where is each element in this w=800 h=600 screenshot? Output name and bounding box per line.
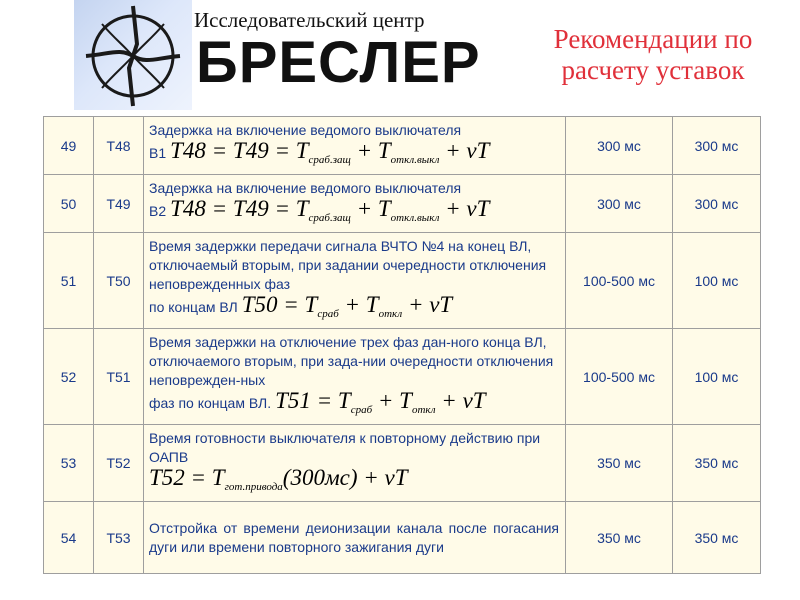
setting-code: T53 — [94, 502, 144, 574]
setting-code: T51 — [94, 329, 144, 425]
formula: $T51 = T_{сраб} + T_{откл} + \nu T$ — [275, 388, 486, 416]
description-tail: по концам ВЛ — [149, 299, 238, 315]
description-text: Время задержки на отключение трех фаз дан-ного конца ВЛ, отключаемого вторым, при зада-нии очередности отключения неповрежден-ных — [149, 334, 554, 388]
row-number: 54 — [44, 502, 94, 574]
description-text: Задержка на включение ведомого выключателя — [149, 122, 462, 138]
row-number: 53 — [44, 425, 94, 502]
setting-range: 300 мс — [566, 175, 673, 233]
description-tail: В1 — [149, 145, 167, 161]
setting-code: T48 — [94, 117, 144, 175]
setting-value: 300 мс — [673, 117, 761, 175]
setting-range: 350 мс — [566, 502, 673, 574]
description-tail: фаз по концам ВЛ. — [149, 395, 272, 411]
table-row — [44, 233, 761, 329]
table-row — [44, 175, 761, 233]
row-number: 51 — [44, 233, 94, 329]
description-text: Время готовности выключателя к повторному действию при ОАПВ — [149, 430, 541, 465]
setting-value: 100 мс — [673, 329, 761, 425]
settings-table — [43, 116, 761, 574]
description-tail: В2 — [149, 203, 167, 219]
table-row — [44, 329, 761, 425]
setting-range: 100-500 мс — [566, 329, 673, 425]
setting-description — [144, 233, 566, 329]
setting-description — [144, 117, 566, 175]
setting-description — [144, 329, 566, 425]
description-text: Время задержки передачи сигнала ВЧТО №4 на конец ВЛ, отключаемый вторым, при задании очередности отключения неповрежденных фаз — [149, 238, 547, 292]
setting-code: T50 — [94, 233, 144, 329]
setting-value: 350 мс — [673, 425, 761, 502]
row-number: 49 — [44, 117, 94, 175]
setting-description: Отстройка от времени деионизации канала после погасания дуги или времени повторного зажигания дуги — [144, 502, 566, 574]
table-row — [44, 502, 761, 574]
table-row — [44, 425, 761, 502]
organization-name: БРЕСЛЕР — [196, 30, 481, 95]
formula: $T48 = T49 = T_{сраб.защ} + T_{откл.выкл} + \nu T$ — [170, 138, 490, 166]
formula: $T48 = T49 = T_{сраб.защ} + T_{откл.выкл} + \nu T$ — [170, 196, 490, 224]
setting-range: 300 мс — [566, 117, 673, 175]
formula: $T50 = T_{сраб} + T_{откл} + \nu T$ — [241, 292, 453, 320]
setting-code: T52 — [94, 425, 144, 502]
setting-description — [144, 175, 566, 233]
setting-value: 300 мс — [673, 175, 761, 233]
setting-range: 100-500 мс — [566, 233, 673, 329]
setting-description — [144, 425, 566, 502]
formula: $T52 = T_{гот.привода}(300мс) + \nu T$ — [149, 465, 408, 493]
setting-value: 350 мс — [673, 502, 761, 574]
table-row — [44, 117, 761, 175]
row-number: 52 — [44, 329, 94, 425]
organization-subtitle: Исследовательский центр — [194, 8, 425, 32]
setting-code: T49 — [94, 175, 144, 233]
setting-range: 350 мс — [566, 425, 673, 502]
setting-value: 100 мс — [673, 233, 761, 329]
document-title: Рекомендации по расчету уставок — [553, 24, 753, 85]
row-number: 50 — [44, 175, 94, 233]
description-text: Задержка на включение ведомого выключателя — [149, 180, 462, 196]
breslers-logo-icon — [80, 4, 186, 108]
